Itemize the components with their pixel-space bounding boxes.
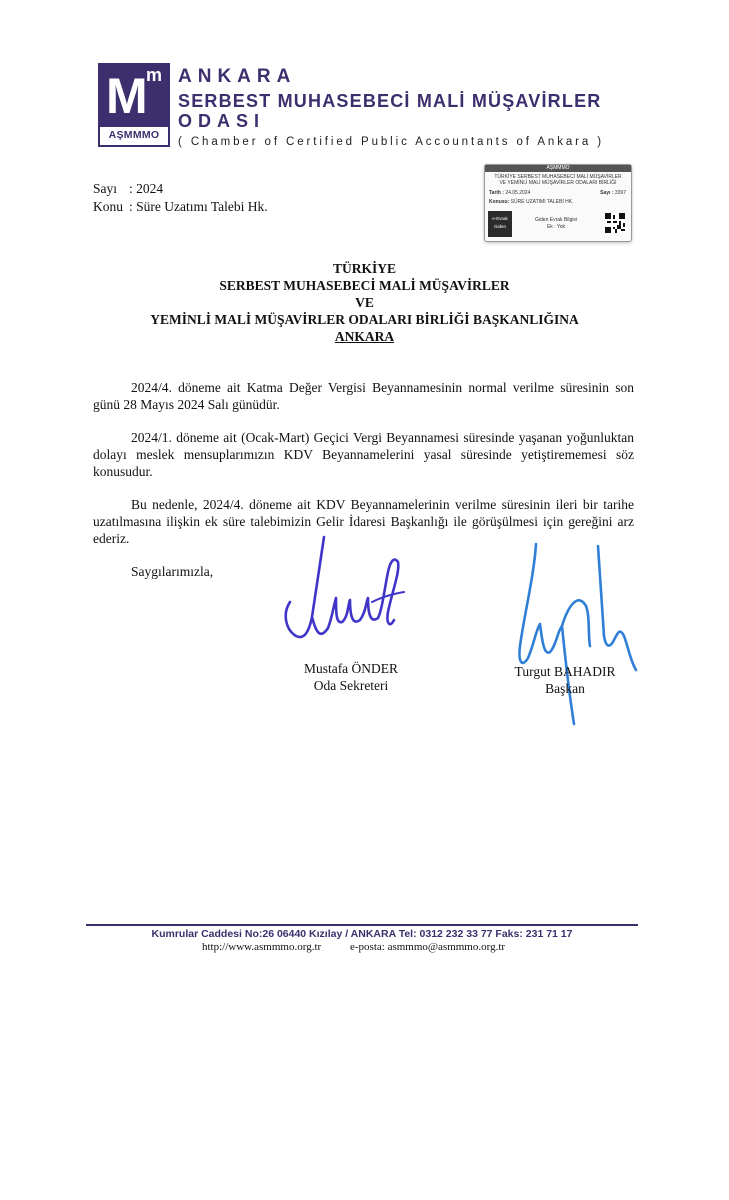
signatory-1-title: Oda Sekreteri — [313, 678, 389, 693]
sayi-label: Sayı — [93, 181, 118, 196]
footer-website[interactable]: http://www.asmmmo.org.tr — [202, 941, 322, 953]
body-paragraph-2: 2024/1. döneme ait (Ocak-Mart) Geçici Vergi Beyannamesi süresinde yaşanan yoğunluktan dolayı meslek mensuplarımızın KDV Beyannamelerini yasal süresinde yetiştirememesi söz konusudur. — [93, 430, 634, 479]
signatory-1-name: Mustafa ÖNDER — [303, 661, 399, 676]
outgoing-info: Giden Evrak Bilgisi Ek : Yok — [535, 217, 577, 230]
org-logo — [98, 63, 170, 147]
footer-address: Kumrular Caddesi No:26 06440 Kızılay / ANKARA Tel: 0312 232 33 77 Faks: 231 71 17 — [151, 928, 573, 940]
konu-value: : Süre Uzatımı Talebi Hk. — [129, 199, 268, 214]
e-evrak-badge: e-Evrak Giden — [488, 211, 512, 237]
org-name-english: ( Chamber of Certified Public Accountants of Ankara ) — [178, 136, 604, 148]
signature-1-scribble — [276, 532, 416, 657]
stamp-line2: VE YEMİNLİ MALİ MÜŞAVİRLER ODALARI BİRLİĞİ — [499, 180, 617, 186]
logo-letter: M — [100, 65, 168, 127]
closing-salutation: Saygılarımızla, — [131, 564, 214, 579]
body-paragraph-1: 2024/4. döneme ait Katma Değer Vergisi Beyannamesinin normal verilme süresinin son günü 28 Mayıs 2024 Salı günüdür. — [93, 380, 634, 412]
org-name-line3: ODASI — [178, 111, 266, 131]
recipient-city: ANKARA — [334, 329, 395, 344]
recipient-line2: SERBEST MUHASEBECİ MALİ MÜŞAVİRLER — [219, 278, 510, 293]
konu-label: Konu — [93, 199, 123, 214]
sayi-value: : 2024 — [129, 181, 164, 196]
recipient-line4: YEMİNLİ MALİ MÜŞAVİRLER ODALARI BİRLİĞİ BAŞKANLIĞINA — [150, 312, 579, 327]
org-name-line2: SERBEST MUHASEBECİ MALİ MÜŞAVİRLER — [178, 91, 602, 111]
stamp-number: Sayı : 3397 — [600, 190, 626, 196]
document-stamp — [484, 164, 632, 242]
footer-divider — [86, 924, 638, 926]
signature-2-scribble — [506, 536, 646, 726]
stamp-date: Tarih : 24.05.2024 — [489, 190, 531, 196]
logo-superscript: m — [145, 65, 162, 85]
stamp-line1: TÜRKİYE SERBEST MUHASEBECİ MALİ MÜŞAVİRLER — [494, 174, 622, 180]
document-number — [93, 180, 163, 197]
signatory-2-name: Turgut BAHADIR — [514, 664, 616, 679]
recipient-line1: TÜRKİYE — [332, 261, 396, 276]
document-subject — [93, 198, 268, 215]
stamp-title: AŞMMMO — [485, 165, 631, 172]
signatory-2-title: Başkan — [545, 681, 585, 696]
recipient-line3: VE — [355, 295, 374, 310]
body-paragraph-3: Bu nedenle, 2024/4. döneme ait KDV Beyannamelerinin verilme süresinin ileri bir tarihe uzatılmasına ilişkin ek süre talebimizin Gelir İdaresi Başkanlığı ile görüşülmesi için gereğini arz ederiz. — [93, 497, 634, 546]
qr-code-icon — [605, 213, 625, 233]
footer-email[interactable]: e-posta: asmmmo@asmmmo.org.tr — [350, 941, 506, 953]
org-name-line1: ANKARA — [178, 66, 297, 87]
logo-abbr: AŞMMMO — [100, 125, 168, 145]
stamp-subject: Konusu: SÜRE UZATIMI TALEBİ HK. — [489, 199, 574, 205]
